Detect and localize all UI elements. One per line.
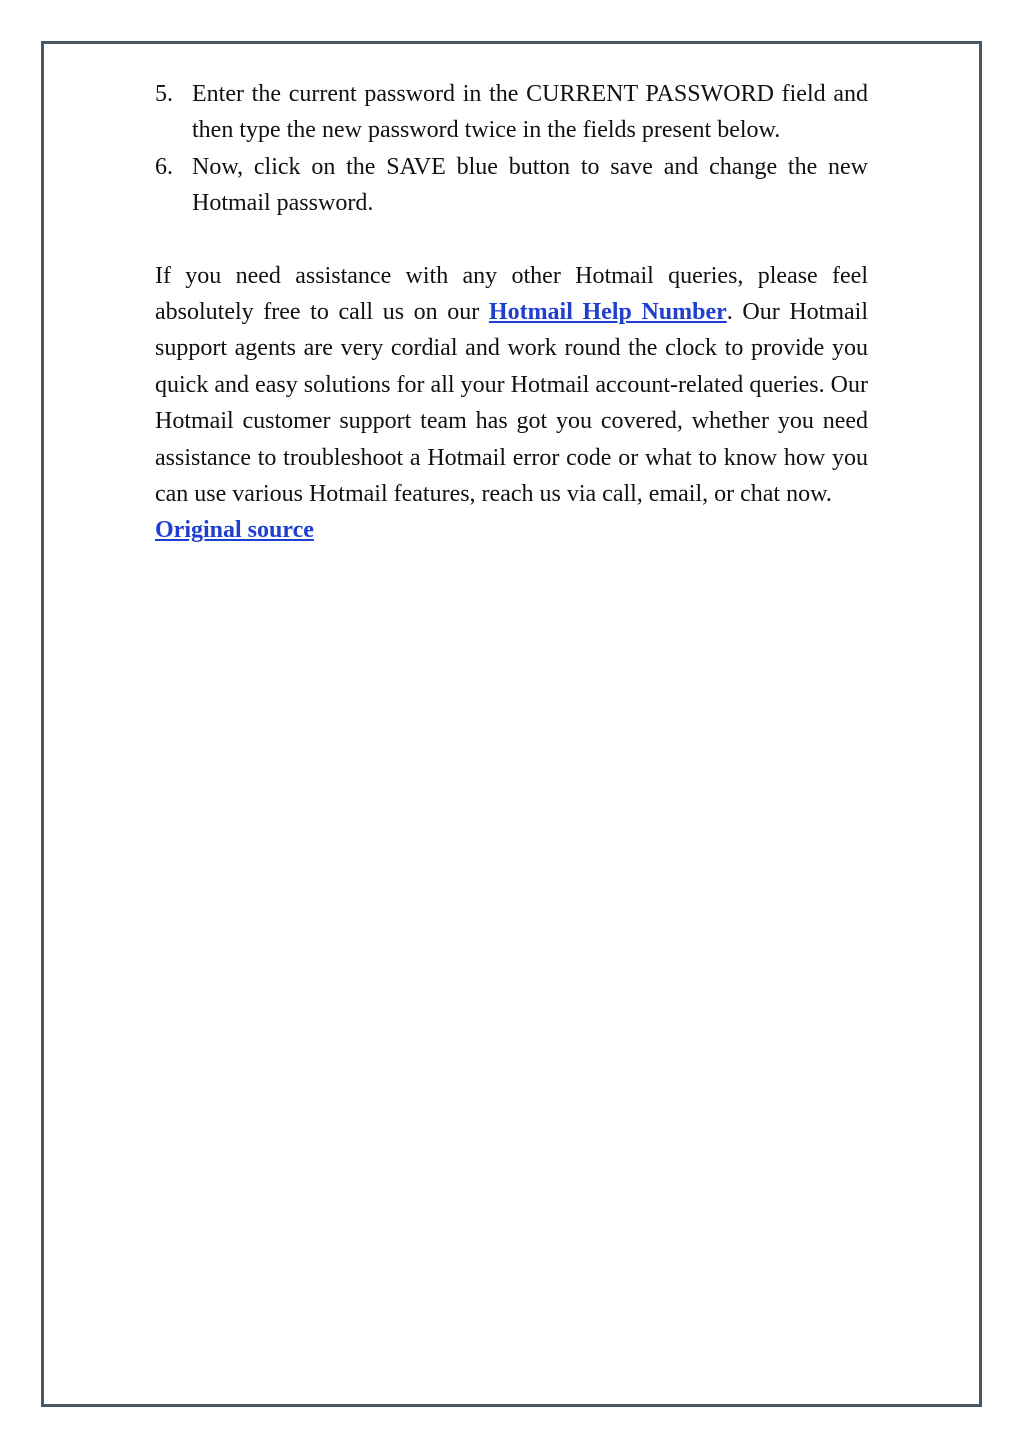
paragraph-text-before: If you need assistance with any other Hotmail queries, please feel absolutely free to call us on our <box>155 262 868 326</box>
step-text: Enter the current password in the CURRENT PASSWORD field and then type the new password twice in the fields present below. <box>192 81 868 144</box>
source-line <box>155 512 868 548</box>
document-body <box>155 76 868 549</box>
step-text: Now, click on the SAVE blue button to save and change the new Hotmail password. <box>192 153 868 217</box>
original-source-link[interactable]: Original source <box>155 517 314 544</box>
step-number: 5. <box>155 81 173 107</box>
step-number: 6. <box>155 153 173 180</box>
support-paragraph <box>155 258 868 513</box>
paragraph-text-after: . Our Hotmail support agents are very cordial and work round the clock to provide you quick and easy solutions for all your Hotmail account-related queries. Our Hotmail customer support team has got you covered, whether you need assistance to troubleshoot a Hotmail error code or what to know how you can use various Hotmail features, reach us via call, email, or chat now. <box>155 299 869 508</box>
list-item <box>155 76 868 149</box>
list-item <box>155 149 868 222</box>
hotmail-help-number-link[interactable]: Hotmail Help Number <box>488 299 727 326</box>
steps-list <box>155 76 868 222</box>
